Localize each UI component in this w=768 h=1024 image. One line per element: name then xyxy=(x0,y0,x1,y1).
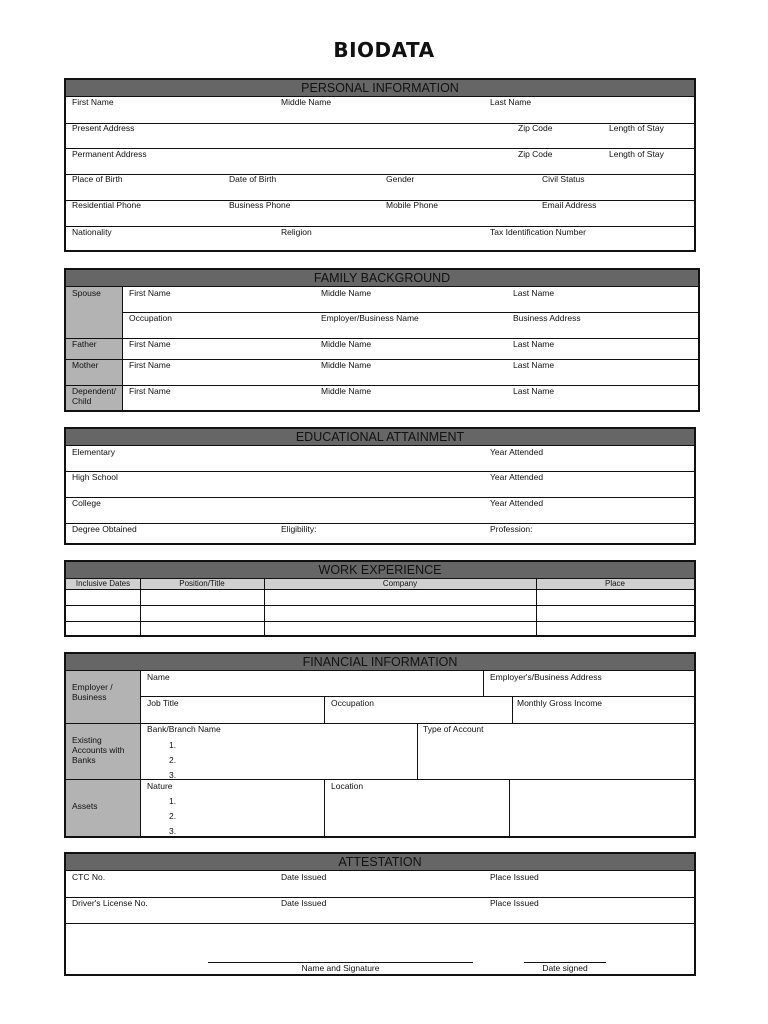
occupation-field[interactable]: Occupation xyxy=(331,698,374,708)
residential-phone-field[interactable]: Residential Phone xyxy=(72,200,141,210)
permanent-address-field[interactable]: Permanent Address xyxy=(72,149,147,159)
type-of-account-field[interactable]: Type of Account xyxy=(423,724,484,734)
employer-business-label: Employer / Business xyxy=(72,682,113,702)
section-header: EDUCATIONAL ATTAINMENT xyxy=(66,429,694,446)
religion-field[interactable]: Religion xyxy=(281,227,312,237)
high-school-year-field[interactable]: Year Attended xyxy=(490,472,544,482)
college-year-field[interactable]: Year Attended xyxy=(490,498,544,508)
section-header: ATTESTATION xyxy=(66,854,694,871)
civil-status-field[interactable]: Civil Status xyxy=(542,174,585,184)
ctc-date-issued-field[interactable]: Date Issued xyxy=(281,872,327,882)
section-header: WORK EXPERIENCE xyxy=(66,562,694,579)
asset-item-2[interactable]: 2. xyxy=(169,811,177,821)
present-address-field[interactable]: Present Address xyxy=(72,123,135,133)
spouse-middle-name-field[interactable]: Middle Name xyxy=(321,288,372,298)
dependent-first-name-field[interactable]: First Name xyxy=(129,386,171,396)
spouse-occupation-field[interactable]: Occupation xyxy=(129,313,172,323)
spouse-employer-field[interactable]: Employer/Business Name xyxy=(321,313,419,323)
degree-field[interactable]: Degree Obtained xyxy=(72,524,137,534)
mother-first-name-field[interactable]: First Name xyxy=(129,360,171,370)
bank-item-1[interactable]: 1. xyxy=(169,740,177,750)
length-of-stay-field[interactable]: Length of Stay xyxy=(609,123,664,133)
length-of-stay-field-2[interactable]: Length of Stay xyxy=(609,149,664,159)
spouse-first-name-field[interactable]: First Name xyxy=(129,288,171,298)
drivers-license-field[interactable]: Driver's License No. xyxy=(72,898,148,908)
asset-nature-field[interactable]: Nature xyxy=(147,781,173,791)
section-header: PERSONAL INFORMATION xyxy=(66,80,694,97)
first-name-field[interactable]: First Name xyxy=(72,97,114,107)
spouse-label: Spouse xyxy=(72,288,101,298)
existing-accounts-label: Existing Accounts with Banks xyxy=(72,735,125,765)
elementary-field[interactable]: Elementary xyxy=(72,447,115,457)
father-label: Father xyxy=(72,339,97,349)
dependent-middle-name-field[interactable]: Middle Name xyxy=(321,386,372,396)
profession-field[interactable]: Profession: xyxy=(490,524,533,534)
spouse-last-name-field[interactable]: Last Name xyxy=(513,288,555,298)
personal-information-section xyxy=(64,78,696,252)
col-company: Company xyxy=(382,579,418,588)
monthly-income-field[interactable]: Monthly Gross Income xyxy=(517,698,603,708)
family-background-section xyxy=(64,268,700,412)
college-field[interactable]: College xyxy=(72,498,101,508)
zip-code-field[interactable]: Zip Code xyxy=(518,123,553,133)
section-header: FINANCIAL INFORMATION xyxy=(66,654,694,671)
section-header: FAMILY BACKGROUND xyxy=(66,270,698,287)
business-phone-field[interactable]: Business Phone xyxy=(229,200,291,210)
gender-field[interactable]: Gender xyxy=(386,174,415,184)
col-inclusive-dates: Inclusive Dates xyxy=(75,579,131,588)
nationality-field[interactable]: Nationality xyxy=(72,227,112,237)
attestation-section xyxy=(64,852,696,976)
dependent-label: Dependent/ Child xyxy=(72,386,116,406)
father-middle-name-field[interactable]: Middle Name xyxy=(321,339,372,349)
employer-name-field[interactable]: Name xyxy=(147,672,170,682)
father-first-name-field[interactable]: First Name xyxy=(129,339,171,349)
col-place: Place xyxy=(604,579,625,588)
zip-code-field-2[interactable]: Zip Code xyxy=(518,149,553,159)
date-signed-field[interactable]: Date signed xyxy=(542,963,588,973)
educational-attainment-section xyxy=(64,427,696,545)
last-name-field[interactable]: Last Name xyxy=(490,97,532,107)
asset-item-1[interactable]: 1. xyxy=(169,796,177,806)
ctc-place-issued-field[interactable]: Place Issued xyxy=(490,872,539,882)
email-address-field[interactable]: Email Address xyxy=(542,200,597,210)
tin-field[interactable]: Tax Identification Number xyxy=(490,227,586,237)
bank-item-2[interactable]: 2. xyxy=(169,755,177,765)
job-title-field[interactable]: Job Title xyxy=(147,698,179,708)
page-title: BIODATA xyxy=(333,38,435,62)
mother-label: Mother xyxy=(72,360,99,370)
financial-information-section xyxy=(64,652,696,838)
dependent-last-name-field[interactable]: Last Name xyxy=(513,386,555,396)
asset-location-field[interactable]: Location xyxy=(331,781,364,791)
mother-last-name-field[interactable]: Last Name xyxy=(513,360,555,370)
spouse-business-address-field[interactable]: Business Address xyxy=(513,313,581,323)
eligibility-field[interactable]: Eligibility: xyxy=(281,524,317,534)
bank-branch-field[interactable]: Bank/Branch Name xyxy=(147,724,221,734)
middle-name-field[interactable]: Middle Name xyxy=(281,97,332,107)
place-of-birth-field[interactable]: Place of Birth xyxy=(72,174,123,184)
elementary-year-field[interactable]: Year Attended xyxy=(490,447,544,457)
assets-label: Assets xyxy=(72,801,98,811)
ctc-field[interactable]: CTC No. xyxy=(72,872,106,882)
license-date-issued-field[interactable]: Date Issued xyxy=(281,898,327,908)
mother-middle-name-field[interactable]: Middle Name xyxy=(321,360,372,370)
work-experience-section xyxy=(64,560,696,637)
employer-address-field[interactable]: Employer's/Business Address xyxy=(490,672,602,682)
date-of-birth-field[interactable]: Date of Birth xyxy=(229,174,277,184)
high-school-field[interactable]: High School xyxy=(72,472,118,482)
asset-item-3[interactable]: 3. xyxy=(169,826,177,836)
col-position: Position/Title xyxy=(179,579,225,588)
name-signature-field[interactable]: Name and Signature xyxy=(301,963,380,973)
mobile-phone-field[interactable]: Mobile Phone xyxy=(386,200,438,210)
bank-item-3[interactable]: 3. xyxy=(169,770,177,780)
license-place-issued-field[interactable]: Place Issued xyxy=(490,898,539,908)
father-last-name-field[interactable]: Last Name xyxy=(513,339,555,349)
